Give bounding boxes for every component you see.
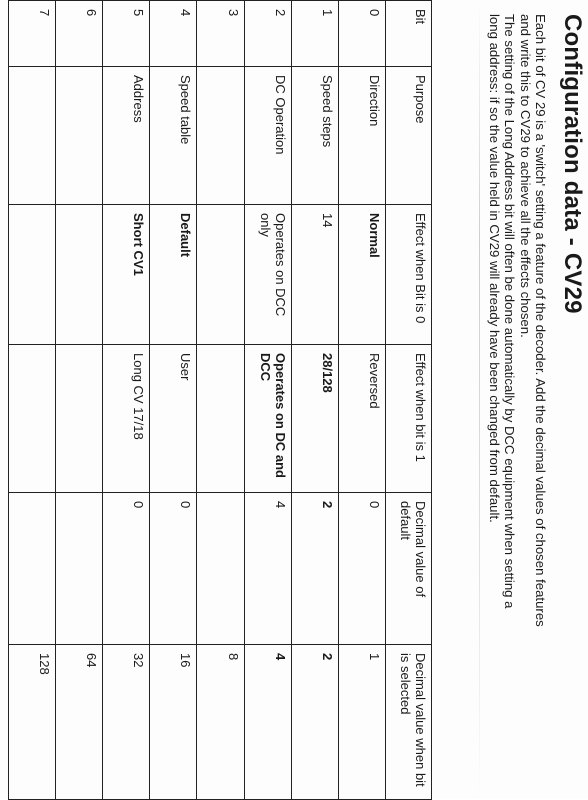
page-title: Configuration data - CV29 bbox=[559, 14, 586, 314]
cell-effect-0: Short CV1 bbox=[103, 205, 150, 345]
cell-effect-0: 14 bbox=[291, 205, 338, 345]
cell-bit: 5 bbox=[103, 1, 150, 67]
cell-default bbox=[9, 493, 56, 645]
table-row bbox=[103, 1, 150, 800]
cell-bit: 6 bbox=[56, 1, 103, 67]
cv29-bit-table bbox=[8, 0, 432, 800]
cell-bit: 2 bbox=[244, 1, 291, 67]
paper-fold-line bbox=[479, 0, 480, 799]
table-row bbox=[338, 1, 385, 800]
cell-selected: 128 bbox=[9, 645, 56, 800]
cell-selected: 16 bbox=[150, 645, 197, 800]
header-purpose: Purpose bbox=[386, 67, 432, 205]
cell-effect-1: 28/128 bbox=[291, 345, 338, 493]
cell-default: 0 bbox=[338, 493, 385, 645]
cell-effect-0 bbox=[197, 205, 244, 345]
cell-selected: 32 bbox=[103, 645, 150, 800]
cell-purpose: Direction bbox=[338, 67, 385, 205]
cell-purpose: Address bbox=[103, 67, 150, 205]
cell-purpose bbox=[56, 67, 103, 205]
intro-line: long address: if so the value held in CV29 will already have been changed from default. bbox=[486, 14, 502, 523]
cell-effect-0 bbox=[9, 205, 56, 345]
table-row bbox=[150, 1, 197, 800]
cell-effect-1: Long CV 17/18 bbox=[103, 345, 150, 493]
cell-effect-1: Reversed bbox=[338, 345, 385, 493]
cell-effect-1: User bbox=[150, 345, 197, 493]
cell-effect-1 bbox=[9, 345, 56, 493]
cell-selected: 2 bbox=[291, 645, 338, 800]
intro-line: Each bit of CV 29 is a 'switch' setting a feature of the decoder. Add the decimal values of chosen features bbox=[533, 14, 548, 627]
cell-bit: 4 bbox=[150, 1, 197, 67]
cell-default: 2 bbox=[291, 493, 338, 645]
cell-effect-1 bbox=[56, 345, 103, 493]
intro-paragraph bbox=[486, 14, 548, 784]
header-default-value: Decimal value of default bbox=[386, 493, 432, 645]
cell-bit: 0 bbox=[338, 1, 385, 67]
cell-default: 4 bbox=[244, 493, 291, 645]
cell-effect-0: Default bbox=[150, 205, 197, 345]
cell-selected: 4 bbox=[244, 645, 291, 800]
cell-purpose bbox=[197, 67, 244, 205]
cell-effect-0 bbox=[56, 205, 103, 345]
table-row bbox=[9, 1, 56, 800]
header-effect-1: Effect when bit is 1 bbox=[386, 345, 432, 493]
cell-default bbox=[56, 493, 103, 645]
cell-bit: 1 bbox=[291, 1, 338, 67]
cell-effect-1: Operates on DC and DCC bbox=[244, 345, 291, 493]
cell-selected: 8 bbox=[197, 645, 244, 800]
cell-effect-0: Operates on DCC only bbox=[244, 205, 291, 345]
cell-bit: 3 bbox=[197, 1, 244, 67]
cell-effect-1 bbox=[197, 345, 244, 493]
cell-default bbox=[197, 493, 244, 645]
header-selected-value: Decimal value when bit is selected bbox=[386, 645, 432, 800]
header-effect-0: Effect when Bit is 0 bbox=[386, 205, 432, 345]
intro-line: and write this to CV29 to achieve all the effects chosen. bbox=[517, 14, 533, 338]
cell-effect-0: Normal bbox=[338, 205, 385, 345]
cell-selected: 1 bbox=[338, 645, 385, 800]
table-header-row bbox=[386, 1, 432, 800]
cell-purpose: Speed table bbox=[150, 67, 197, 205]
table-row bbox=[56, 1, 103, 800]
table-row bbox=[197, 1, 244, 800]
cell-purpose bbox=[9, 67, 56, 205]
intro-line: The setting of the Long Address bit will often be done automatically by DCC equipment when setting a bbox=[502, 14, 518, 609]
table-row bbox=[244, 1, 291, 800]
cell-purpose: Speed steps bbox=[291, 67, 338, 205]
table-row bbox=[291, 1, 338, 800]
cell-bit: 7 bbox=[9, 1, 56, 67]
cell-purpose: DC Operation bbox=[244, 67, 291, 205]
cell-selected: 64 bbox=[56, 645, 103, 800]
cell-default: 0 bbox=[103, 493, 150, 645]
cell-default: 0 bbox=[150, 493, 197, 645]
header-bit: Bit bbox=[386, 1, 432, 67]
